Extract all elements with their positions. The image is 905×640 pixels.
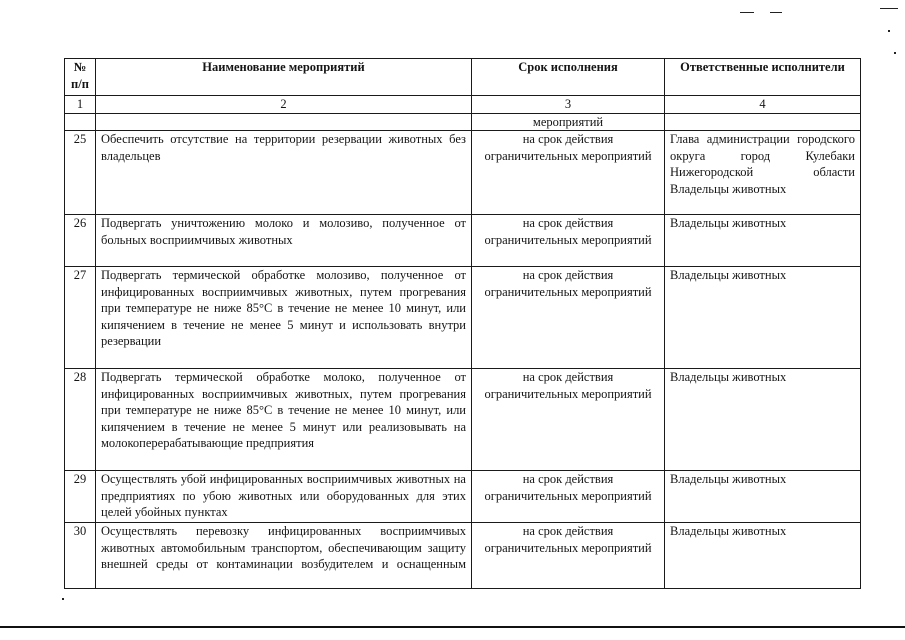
cell-num: 27 bbox=[65, 267, 96, 369]
table-row bbox=[65, 131, 861, 215]
cell-name: Осуществлять перевозку инфицированных восприимчивых животных автомобильным транспортом, обеспечивающим защиту внешней среды от контаминации возбудителем и оснащенным bbox=[96, 523, 472, 589]
scan-mark bbox=[740, 12, 754, 13]
cell-term: на срок действия ограничительных мероприятий bbox=[472, 523, 665, 589]
col-number: 2 bbox=[96, 96, 472, 114]
cell-responsible: Владельцы животных bbox=[665, 471, 861, 523]
header-row bbox=[65, 59, 861, 96]
cell-name: Подвергать термической обработке молоко, полученное от инфицированных восприимчивых животных, путем прогревания при температуре не ниже 85°С в течение не менее 10 минут, или кипячением в течение не менее 5 минут или реализовывать на молокоперерабатывающие предприятия bbox=[96, 369, 472, 471]
cell-term: на срок действия ограничительных мероприятий bbox=[472, 215, 665, 267]
header-term: Срок исполнения bbox=[472, 59, 665, 96]
header-name: Наименование мероприятий bbox=[96, 59, 472, 96]
cell-term: на срок действия ограничительных мероприятий bbox=[472, 471, 665, 523]
cell-num bbox=[65, 113, 96, 131]
cell-num: 29 bbox=[65, 471, 96, 523]
cell-responsible: Владельцы животных bbox=[665, 523, 861, 589]
col-number: 4 bbox=[665, 96, 861, 114]
scan-mark bbox=[888, 30, 890, 32]
cell-responsible: Владельцы животных bbox=[665, 369, 861, 471]
header-num: № п/п bbox=[65, 59, 96, 96]
table-row bbox=[65, 267, 861, 369]
scan-mark bbox=[770, 12, 782, 13]
cell-term: на срок действия ограничительных мероприятий bbox=[472, 369, 665, 471]
cell-name: Подвергать термической обработке молозиво, полученное от инфицированных восприимчивых животных, путем прогревания при температуре не ниже 85°С в течение не менее 10 минут, или кипячением в течение не менее 5 минут и использовать внутри резервации bbox=[96, 267, 472, 369]
col-number: 1 bbox=[65, 96, 96, 114]
table-row bbox=[65, 471, 861, 523]
col-number: 3 bbox=[472, 96, 665, 114]
cell-num: 30 bbox=[65, 523, 96, 589]
continuation-row bbox=[65, 113, 861, 131]
cell-responsible: Глава администрации городского округа город Кулебаки Нижегородской области Владельцы животных bbox=[665, 131, 861, 215]
cell-name: Подвергать уничтожению молоко и молозиво, полученное от больных восприимчивых животных bbox=[96, 215, 472, 267]
page-bottom-rule bbox=[0, 626, 905, 628]
measures-table bbox=[64, 58, 861, 589]
cell-name: Осуществлять убой инфицированных восприимчивых животных на предприятиях по убою животных или оборудованных для этих целей убойных пунктах bbox=[96, 471, 472, 523]
column-number-row bbox=[65, 96, 861, 114]
scan-mark bbox=[62, 598, 64, 600]
cell-responsible: Владельцы животных bbox=[665, 215, 861, 267]
table-row bbox=[65, 523, 861, 589]
scan-mark bbox=[880, 8, 898, 9]
cell-term: на срок действия ограничительных мероприятий bbox=[472, 267, 665, 369]
cell-name: Обеспечить отсутствие на территории резервации животных без владельцев bbox=[96, 131, 472, 215]
table-row bbox=[65, 215, 861, 267]
cell-num: 25 bbox=[65, 131, 96, 215]
cell-term: на срок действия ограничительных мероприятий bbox=[472, 131, 665, 215]
cell-responsible: Владельцы животных bbox=[665, 267, 861, 369]
cell-term: мероприятий bbox=[472, 113, 665, 131]
cell-num: 26 bbox=[65, 215, 96, 267]
cell-name bbox=[96, 113, 472, 131]
table-row bbox=[65, 369, 861, 471]
header-responsible: Ответственные исполнители bbox=[665, 59, 861, 96]
scan-mark bbox=[894, 52, 896, 54]
cell-num: 28 bbox=[65, 369, 96, 471]
cell-responsible bbox=[665, 113, 861, 131]
